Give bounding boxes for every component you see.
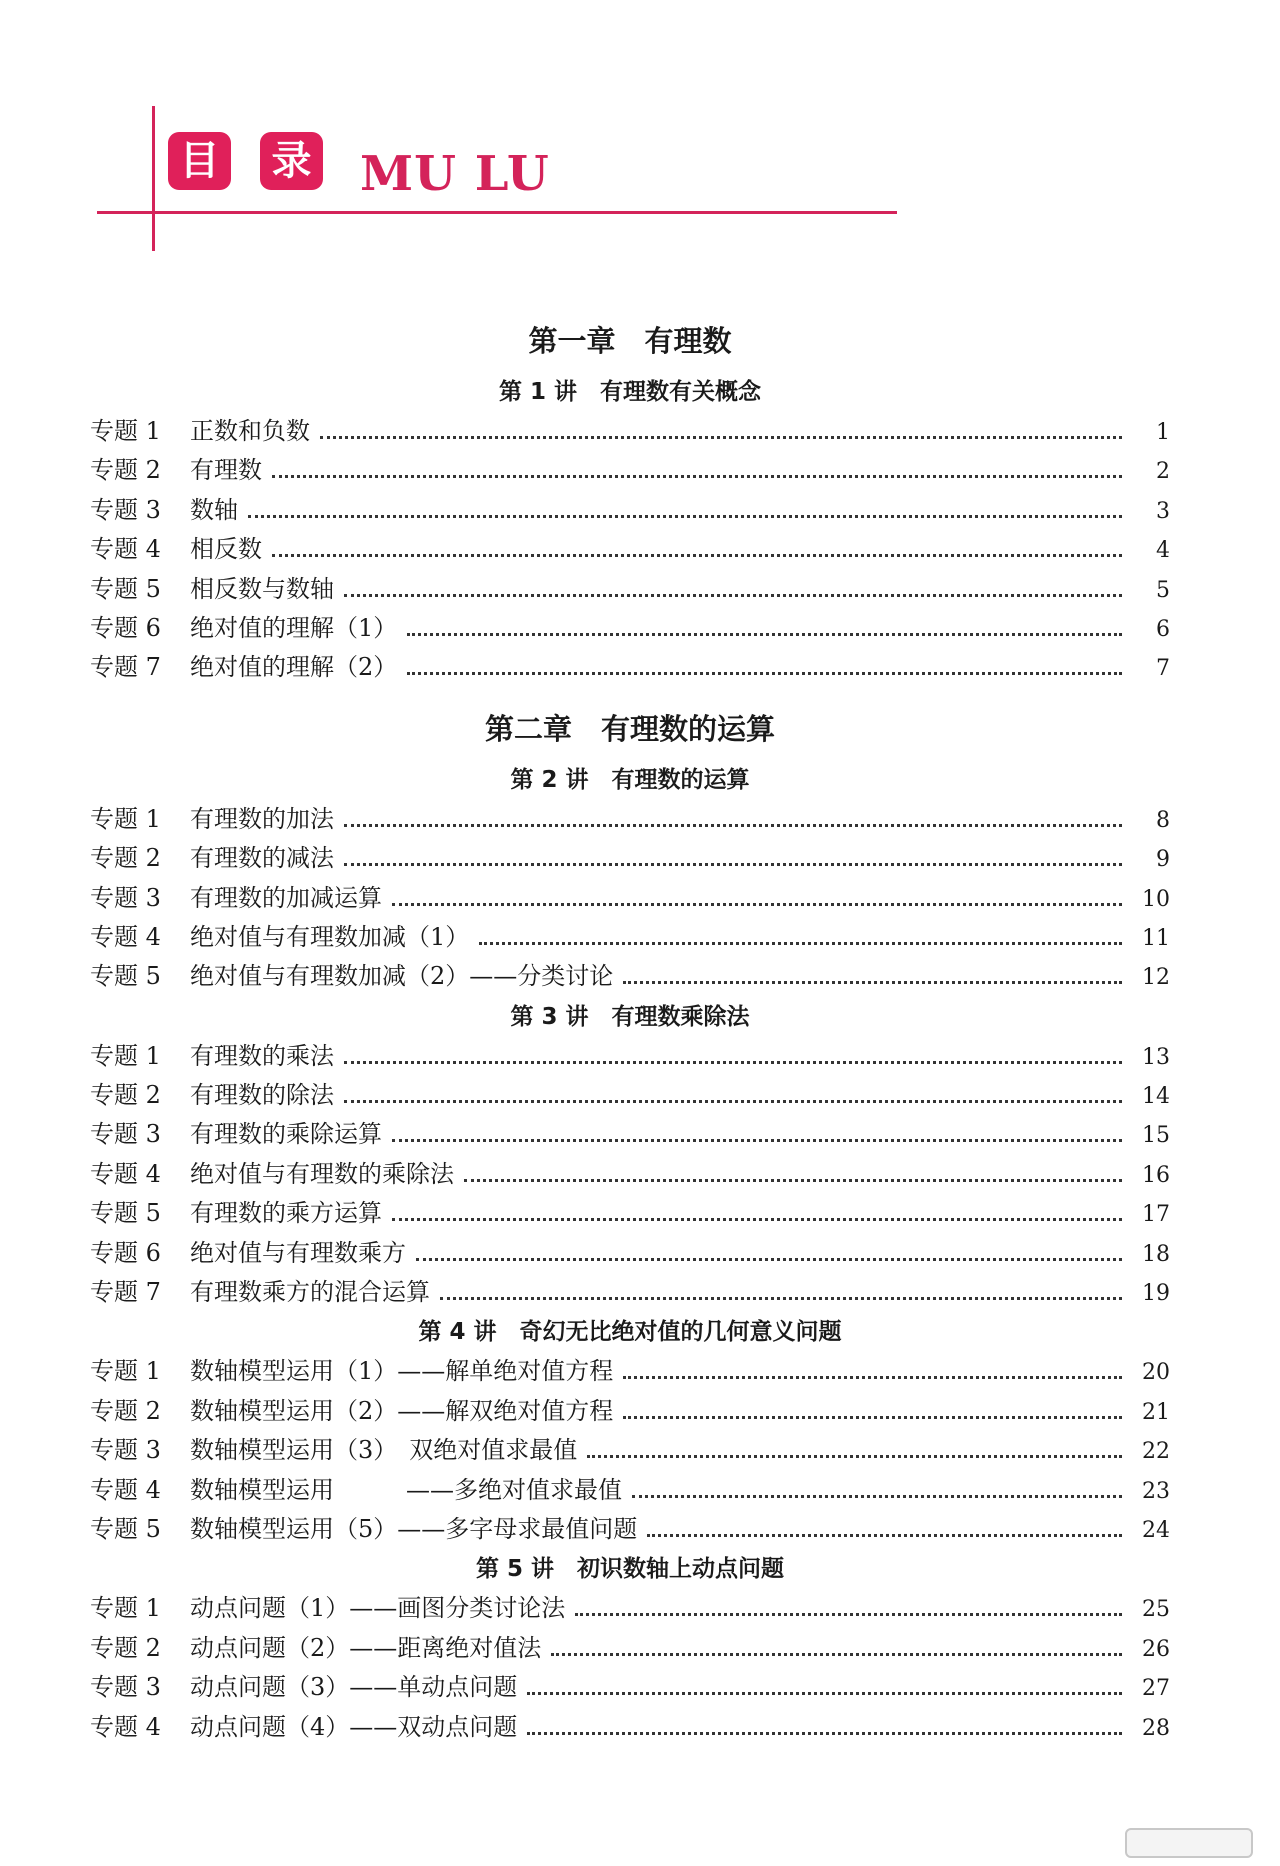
entry-page-number: 20 [1142, 1360, 1170, 1386]
entry-page-number: 18 [1142, 1241, 1170, 1267]
entry-label: 专题 4 [90, 922, 161, 951]
entry-page-number: 6 [1156, 616, 1170, 642]
entry-title: 动点问题（1）——画图分类讨论法 [190, 1594, 566, 1623]
entry-title: 相反数 [190, 535, 262, 564]
toc-entry[interactable] [90, 1037, 1170, 1076]
lecture-title: 第 5 讲 初识数轴上动点问题 [475, 1556, 785, 1583]
entry-label: 专题 1 [90, 417, 161, 445]
toc-entry[interactable] [90, 1155, 1170, 1194]
entry-title: 数轴 [190, 495, 238, 524]
entry-title: 相反数与数轴 [190, 574, 334, 603]
entry-label: 专题 5 [90, 574, 161, 603]
header-horizontal-rule [97, 211, 897, 214]
entry-page-number: 4 [1156, 538, 1170, 564]
entry-label: 专题 2 [90, 1081, 161, 1110]
entry-title: 数轴模型运用 ——多绝对值求最值 [190, 1475, 622, 1504]
dot-leader [344, 1088, 1122, 1103]
entry-title: 有理数的加减运算 [190, 883, 382, 912]
entry-label: 专题 2 [90, 456, 161, 485]
entry-title: 绝对值与有理数乘方 [190, 1238, 406, 1267]
toc-entry[interactable] [90, 648, 1170, 687]
toc-entry[interactable] [90, 1629, 1170, 1668]
toc-entry[interactable] [90, 1471, 1170, 1510]
entry-title: 绝对值的理解（1） [190, 613, 398, 642]
dot-leader [623, 1364, 1122, 1379]
entry-page-number: 15 [1142, 1123, 1170, 1149]
dot-leader [479, 930, 1122, 945]
entry-page-number: 19 [1142, 1281, 1170, 1307]
dot-leader [344, 1049, 1122, 1064]
entry-page-number: 2 [1156, 459, 1170, 485]
entry-page-number: 28 [1142, 1715, 1170, 1741]
toc-entry[interactable] [90, 570, 1170, 609]
entry-label: 专题 3 [90, 883, 161, 912]
entry-title: 动点问题（4）——双动点问题 [190, 1712, 518, 1741]
dot-leader [392, 1206, 1122, 1221]
toc-entry[interactable] [90, 1273, 1170, 1312]
entry-label: 专题 7 [90, 1278, 161, 1307]
dot-leader [392, 891, 1122, 906]
entry-title: 有理数的乘除运算 [190, 1120, 382, 1149]
entry-title: 有理数的减法 [190, 844, 334, 873]
entry-page-number: 10 [1142, 886, 1170, 912]
entry-label: 专题 6 [90, 613, 161, 642]
entry-label: 专题 6 [90, 1238, 161, 1267]
entry-page-number: 7 [1156, 656, 1170, 682]
entry-page-number: 8 [1156, 807, 1170, 833]
entry-label: 专题 1 [90, 804, 161, 833]
table-of-contents [90, 310, 1170, 1747]
dot-leader [623, 969, 1122, 984]
dot-leader [344, 812, 1122, 827]
entry-title: 数轴模型运用（3） 双绝对值求最值 [190, 1436, 578, 1465]
toc-entry[interactable] [90, 609, 1170, 648]
entry-title: 有理数的乘法 [190, 1041, 334, 1070]
entry-title: 有理数乘方的混合运算 [190, 1278, 430, 1307]
toc-entry[interactable] [90, 530, 1170, 569]
entry-page-number: 22 [1142, 1439, 1170, 1465]
dot-leader [575, 1601, 1122, 1616]
lecture-title: 第 2 讲 有理数的运算 [510, 766, 750, 793]
toc-entry[interactable] [90, 957, 1170, 996]
dot-leader [392, 1127, 1122, 1142]
dot-leader [527, 1720, 1122, 1735]
toc-entry[interactable] [90, 1352, 1170, 1391]
dot-leader [320, 424, 1122, 439]
entry-label: 专题 5 [90, 1199, 161, 1228]
entry-title: 数轴模型运用（2）——解双绝对值方程 [190, 1396, 614, 1425]
entry-title: 绝对值与有理数加减（1） [190, 922, 470, 951]
toc-entry[interactable] [90, 1115, 1170, 1154]
dot-leader [407, 660, 1122, 675]
entry-label: 专题 1 [90, 1041, 161, 1070]
chapter-title: 第一章 有理数 [528, 324, 732, 358]
dot-leader [272, 542, 1122, 557]
dot-leader [587, 1443, 1122, 1458]
toc-entry[interactable] [90, 451, 1170, 490]
toc-entry[interactable] [90, 1589, 1170, 1628]
lecture-title: 第 4 讲 奇幻无比绝对值的几何意义问题 [418, 1319, 842, 1346]
toc-entry[interactable] [90, 1431, 1170, 1470]
entry-page-number: 1 [1156, 420, 1170, 445]
entry-title: 动点问题（2）——距离绝对值法 [190, 1633, 542, 1662]
entry-page-number: 13 [1142, 1044, 1170, 1070]
toc-entry[interactable] [90, 1234, 1170, 1273]
entry-label: 专题 3 [90, 1673, 161, 1702]
dot-leader [416, 1246, 1122, 1261]
entry-page-number: 17 [1142, 1202, 1170, 1228]
entry-title: 绝对值的理解（2） [190, 653, 398, 682]
toc-entry[interactable] [90, 1510, 1170, 1549]
entry-label: 专题 3 [90, 1436, 161, 1465]
dot-leader [632, 1483, 1122, 1498]
dot-leader [647, 1522, 1122, 1537]
lecture-title: 第 1 讲 有理数有关概念 [498, 379, 762, 405]
dot-leader [464, 1167, 1122, 1182]
toc-entry[interactable] [90, 412, 1170, 451]
entry-page-number: 16 [1142, 1162, 1170, 1188]
toc-entry[interactable] [90, 918, 1170, 957]
entry-label: 专题 4 [90, 535, 161, 564]
toc-entry[interactable] [90, 491, 1170, 530]
entry-label: 专题 4 [90, 1159, 161, 1188]
entry-title: 绝对值与有理数加减（2）——分类讨论 [190, 962, 614, 991]
toc-entry[interactable] [90, 1708, 1170, 1747]
lecture-title: 第 3 讲 有理数乘除法 [510, 1003, 750, 1030]
toc-entry[interactable] [90, 800, 1170, 839]
entry-title: 有理数的加法 [190, 804, 334, 833]
toc-entry[interactable] [90, 1668, 1170, 1707]
entry-page-number: 5 [1156, 577, 1170, 603]
entry-title: 数轴模型运用（5）——多字母求最值问题 [190, 1514, 638, 1543]
entry-page-number: 14 [1142, 1084, 1170, 1110]
entry-label: 专题 5 [90, 962, 161, 991]
dot-leader [248, 503, 1122, 518]
chapter-title: 第二章 有理数的运算 [484, 711, 775, 746]
dot-leader [272, 463, 1122, 478]
page-indicator-bar [1125, 1828, 1253, 1858]
entry-title: 绝对值与有理数的乘除法 [190, 1159, 454, 1188]
dot-leader [527, 1680, 1122, 1695]
entry-page-number: 26 [1142, 1636, 1170, 1662]
entry-label: 专题 7 [90, 653, 161, 682]
entry-title: 动点问题（3）——单动点问题 [190, 1673, 518, 1702]
toc-entry[interactable] [90, 879, 1170, 918]
entry-page-number: 9 [1156, 847, 1170, 873]
toc-entry[interactable] [90, 1194, 1170, 1233]
dot-leader [344, 851, 1122, 866]
entry-page-number: 25 [1142, 1597, 1170, 1623]
entry-label: 专题 4 [90, 1712, 161, 1741]
entry-title: 数轴模型运用（1）——解单绝对值方程 [190, 1357, 614, 1386]
toc-entry[interactable] [90, 1076, 1170, 1115]
title-tile-lu: 录 [260, 132, 323, 190]
dot-leader [344, 582, 1122, 597]
entry-label: 专题 5 [90, 1514, 161, 1543]
entry-label: 专题 3 [90, 1120, 161, 1149]
entry-page-number: 3 [1156, 498, 1170, 524]
entry-label: 专题 1 [90, 1357, 161, 1386]
entry-label: 专题 2 [90, 1396, 161, 1425]
entry-label: 专题 4 [90, 1475, 161, 1504]
entry-label: 专题 3 [90, 495, 161, 524]
entry-page-number: 24 [1142, 1517, 1170, 1543]
entry-label: 专题 1 [90, 1594, 161, 1623]
entry-title: 正数和负数 [190, 417, 310, 445]
title-tile-mu: 目 [168, 132, 231, 190]
entry-page-number: 27 [1142, 1676, 1170, 1702]
entry-label: 专题 2 [90, 844, 161, 873]
entry-title: 有理数的除法 [190, 1081, 334, 1110]
header-vertical-rule [152, 106, 155, 251]
dot-leader [551, 1641, 1122, 1656]
dot-leader [623, 1404, 1122, 1419]
entry-page-number: 21 [1142, 1399, 1170, 1425]
chapter-gap [90, 688, 1170, 698]
dot-leader [407, 621, 1122, 636]
entry-title: 有理数的乘方运算 [190, 1199, 382, 1228]
entry-label: 专题 2 [90, 1633, 161, 1662]
toc-header [0, 0, 1280, 260]
title-pinyin: MU LU [360, 146, 550, 202]
toc-entry[interactable] [90, 1392, 1170, 1431]
toc-entry[interactable] [90, 839, 1170, 878]
entry-page-number: 12 [1142, 965, 1170, 991]
dot-leader [440, 1285, 1122, 1300]
entry-page-number: 23 [1142, 1478, 1170, 1504]
entry-title: 有理数 [190, 456, 262, 485]
entry-page-number: 11 [1142, 925, 1170, 951]
